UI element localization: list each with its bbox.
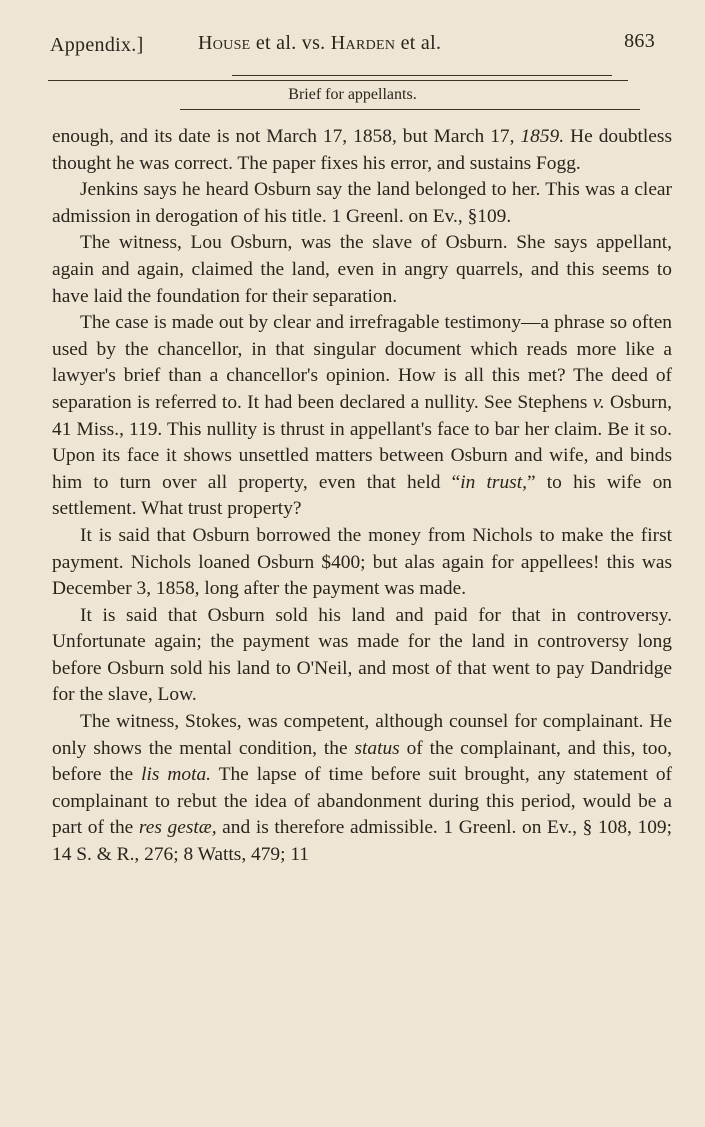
text-run: ” to his wife on settlement. What trust property?	[52, 471, 672, 520]
paragraph	[52, 124, 672, 177]
text-run: and is therefore admissible. 1 Greenl. on Ev., § 108, 109; 14 S. & R., 276; 8 Watts, 479; 11	[52, 817, 673, 866]
text-run: The lapse of time before suit brought, any statement of complainant to rebut the idea of abandonment during this period, would be a part of the	[52, 764, 672, 839]
text-run: The witness, Stokes, was competent, although counsel for complainant. He only shows the mental condition, the	[52, 711, 672, 759]
italic-run: status	[354, 737, 400, 759]
paragraph	[52, 310, 672, 523]
paragraph: The witness, Lou Osburn, was the slave of Osburn. She says appellant, again and again, claimed the land, even in angry quarrels, and this seems to have laid the foundation for their separation.	[52, 232, 672, 307]
paragraph: It is said that Osburn sold his land and paid for that in controversy. Unfortunate again; the payment was made for the land in controversy long before Osburn sold his land to O'Neil, and most of that went to pay Dandridge for the slave, Low.	[52, 604, 672, 706]
header-party-2: Harden	[330, 32, 396, 54]
italic-run: lis mota.	[141, 764, 212, 786]
header-case-title	[198, 32, 441, 55]
header-party-1: House	[198, 32, 251, 54]
text-run: of the complainant, and this, too, before the	[52, 737, 672, 786]
header-rule-bottom	[48, 80, 628, 81]
subheader-rule	[180, 109, 640, 110]
paragraph: It is said that Osburn borrowed the money from Nichols to make the first payment. Nichols loaned Osburn $400; but alas again for appellees! this was December 3, 1858, long after the payment was made.	[52, 524, 672, 600]
page-number: 863	[624, 30, 655, 52]
italic-run: in trust,	[460, 471, 527, 493]
header-section: Appendix.]	[50, 34, 144, 56]
body-text	[52, 124, 672, 869]
text-run: Osburn, 41 Miss., 119. This nullity is thrust in appellant's face to bar her claim. Be it so. Upon its face it shows unsettled matters between Osburn and wife, and binds him to turn over all property, even that held “	[52, 391, 672, 493]
italic-run: res gestæ,	[138, 817, 217, 839]
text-run: enough, and its date is not March 17, 1858, but March 17,	[52, 126, 515, 147]
text-run: The case is made out by clear and irrefragable testimony—a phrase so often used by the chancellor, in that singular document which reads more like a lawyer's brief than a chancellor's opinion. How is all this met? The deed of separation is referred to. It had been declared a nullity. See Stephens	[52, 312, 672, 413]
text-run: He doubtless thought he was correct. The paper fixes his error, and sustains Fogg.	[52, 126, 672, 174]
subheader: Brief for appellants.	[288, 86, 417, 103]
header-connector: et al. vs.	[255, 32, 326, 54]
running-header	[50, 30, 665, 60]
header-rule-top	[232, 75, 612, 76]
paragraph: Jenkins says he heard Osburn say the land belonged to her. This was a clear admission in derogation of his title. 1 Greenl. on Ev., §109.	[52, 179, 672, 227]
header-suffix: et al.	[400, 32, 442, 54]
italic-run: v.	[592, 391, 605, 413]
italic-run: 1859.	[520, 126, 565, 147]
paragraph	[52, 709, 672, 869]
